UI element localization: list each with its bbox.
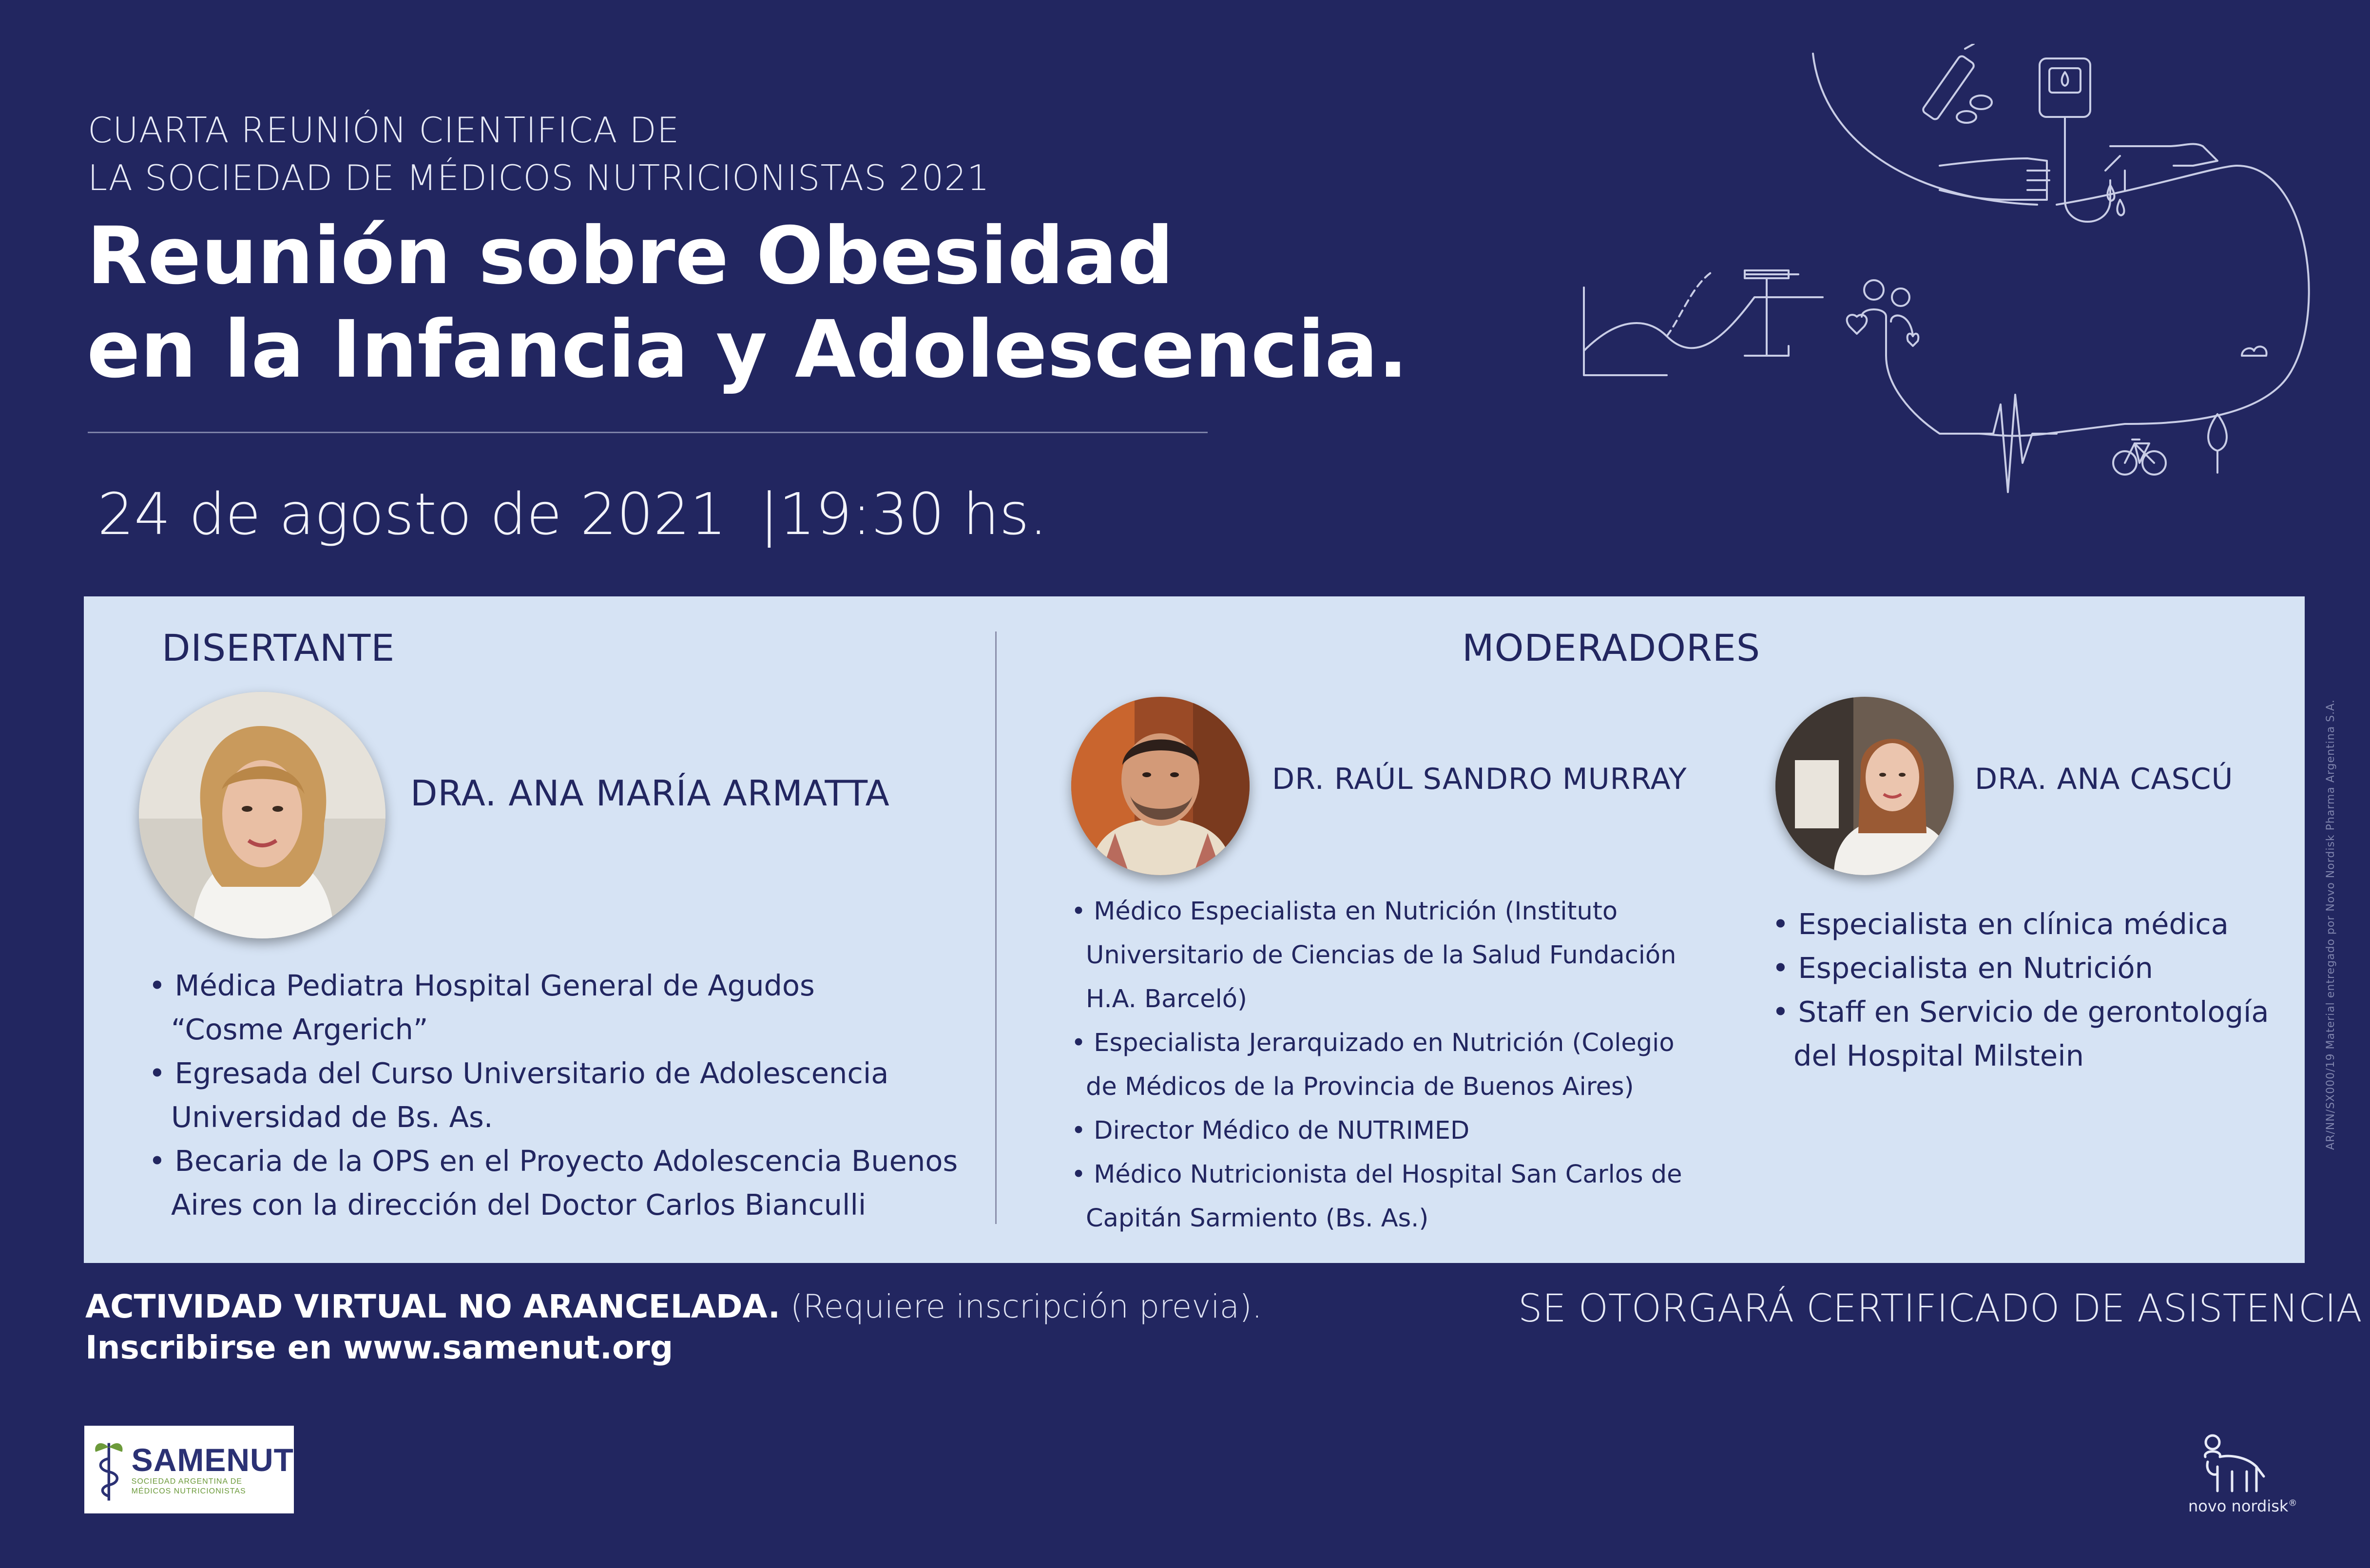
bio-item: • Especialista en clínica médica xyxy=(1772,907,2229,941)
activity-note: (Requiere inscripción previa). xyxy=(790,1288,1262,1325)
event-title xyxy=(87,210,1408,397)
title-line-2: en la Infancia y Adolescencia. xyxy=(87,304,1408,396)
moderator2-name: DRA. ANA CASCÚ xyxy=(1975,762,2234,796)
bio-item: • Staff en Servicio de gerontología xyxy=(1772,995,2269,1029)
kicker-line-1: CUARTA REUNIÓN CIENTIFICA DE xyxy=(88,110,680,151)
speaker-section-title: DISERTANTE xyxy=(162,626,395,669)
bio-item-continued: H.A. Barceló) xyxy=(1086,985,1247,1013)
samenut-wordmark: SAMENUT xyxy=(131,1442,294,1478)
header-divider xyxy=(88,432,1208,433)
moderator2-bio-list xyxy=(1772,902,2269,1078)
speaker-bio-list xyxy=(149,964,958,1227)
bio-item-continued: de Médicos de la Provincia de Buenos Aires) xyxy=(1086,1072,1634,1101)
event-kicker xyxy=(88,106,990,202)
legal-code: AR/NN/SX000/19 Material entregado por Novo Nordisk Pharma Argentina S.A. xyxy=(2325,699,2337,1150)
registration-info xyxy=(85,1286,1262,1368)
moderator1-name: DR. RAÚL SANDRO MURRAY xyxy=(1272,762,1687,796)
bio-item: • Egresada del Curso Universitario de Adolescencia xyxy=(149,1056,889,1090)
registration-link[interactable]: Inscribirse en www.samenut.org xyxy=(85,1329,674,1366)
bio-item-continued: Universitario de Ciencias de la Salud Fundación xyxy=(1086,941,1676,970)
bio-item-continued: Universidad de Bs. As. xyxy=(171,1100,493,1134)
bio-item: • Especialista en Nutrición xyxy=(1772,951,2153,985)
medical-lifestyle-illustration-icon xyxy=(1569,44,2330,512)
kicker-line-2: LA SOCIEDAD DE MÉDICOS NUTRICIONISTAS 2021 xyxy=(88,157,990,198)
novo-nordisk-wordmark: novo nordisk® xyxy=(2188,1497,2297,1515)
title-line-1: Reunión sobre Obesidad xyxy=(87,210,1174,302)
moderator2-photo xyxy=(1775,697,1954,875)
event-datetime xyxy=(97,480,1047,548)
speaker-photo xyxy=(139,692,385,938)
moderator1-photo xyxy=(1071,697,1250,875)
certificate-note: SE OTORGARÁ CERTIFICADO DE ASISTENCIA xyxy=(1518,1287,2362,1331)
bio-item: • Médico Nutricionista del Hospital San Carlos de xyxy=(1071,1160,1682,1189)
panel-divider xyxy=(995,631,997,1224)
bio-item: • Médico Especialista en Nutrición (Instituto xyxy=(1071,897,1618,926)
samenut-subtitle-1: SOCIEDAD ARGENTINA DE xyxy=(131,1477,242,1486)
event-date: 24 de agosto de 2021 xyxy=(97,480,727,548)
bio-item: • Becaria de la OPS en el Proyecto Adolescencia Buenos xyxy=(149,1144,958,1178)
bio-item-continued: Capitán Sarmiento (Bs. As.) xyxy=(1086,1204,1429,1233)
activity-label: ACTIVIDAD VIRTUAL NO ARANCELADA. xyxy=(85,1288,780,1325)
speaker-name: DRA. ANA MARÍA ARMATTA xyxy=(410,773,890,814)
date-time-separator: | xyxy=(759,480,779,548)
moderators-section-title: MODERADORES xyxy=(1462,626,1761,669)
moderator1-bio-list xyxy=(1071,890,1682,1241)
event-time: 19:30 hs. xyxy=(779,480,1048,548)
samenut-subtitle-2: MÉDICOS NUTRICIONISTAS xyxy=(131,1487,246,1495)
samenut-caduceus-icon xyxy=(91,1431,127,1509)
bio-item: • Especialista Jerarquizado en Nutrición (Colegio xyxy=(1071,1029,1675,1057)
bio-item: • Médica Pediatra Hospital General de Agudos xyxy=(149,969,815,1002)
samenut-logo xyxy=(84,1426,294,1513)
bio-item-continued: Aires con la dirección del Doctor Carlos Bianculli xyxy=(171,1188,867,1222)
bio-item: • Director Médico de NUTRIMED xyxy=(1071,1116,1470,1145)
bio-item-continued: del Hospital Milstein xyxy=(1793,1039,2084,1072)
bio-item-continued: “Cosme Argerich” xyxy=(171,1013,428,1046)
